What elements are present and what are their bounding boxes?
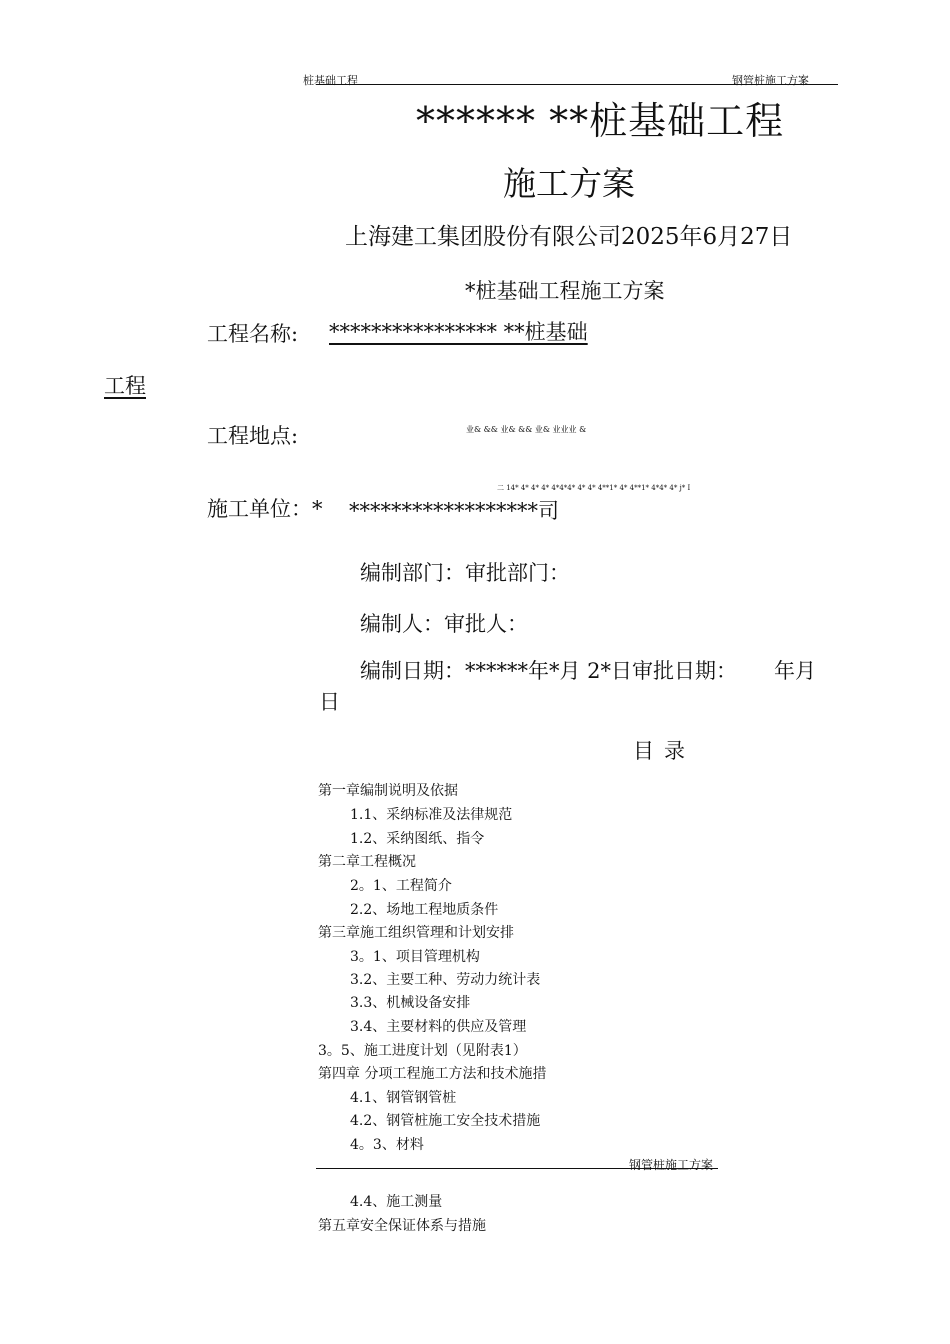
toc-item: 4.2、钢管桩施工安全技术措施 [350, 1113, 541, 1129]
toc-item: 3.4、主要材料的供应及管理 [350, 1019, 527, 1035]
date-line-wrap: 日 [319, 690, 340, 714]
construction-unit-value: ******************司 [349, 499, 559, 523]
toc-item: 3.3、机械设备安排 [350, 995, 471, 1011]
company-and-date: 上海建工集团股份有限公司2025年6月27日 [345, 224, 793, 250]
document-subtitle: *桩基础工程施工方案 [465, 279, 665, 303]
project-name-continuation: 工程 [104, 374, 146, 398]
toc-item: 第二章工程概况 [318, 854, 416, 870]
document-title: ****** **桩基础工程 [416, 99, 785, 143]
header-left-text: 桩基础工程 [303, 74, 358, 87]
header-divider [316, 84, 838, 85]
project-name-label: 工程名称: [207, 322, 299, 346]
toc-item: 3.2、主要工种、劳动力统计表 [350, 972, 541, 988]
department-line: 编制部门：审批部门： [360, 561, 570, 585]
toc-item: 1.1、采纳标准及法律规范 [350, 807, 513, 823]
site-label: 工程地点: [207, 424, 299, 448]
toc-item: 3。1、项目管理机构 [350, 949, 480, 965]
toc-item: 4.4、施工测量 [350, 1194, 443, 1210]
toc-item: 第一章编制说明及依据 [318, 783, 458, 799]
toc-item: 1.2、采纳图纸、指令 [350, 831, 485, 847]
document-title-line2: 施工方案 [503, 164, 635, 203]
site-value-garbled: 业& && 业& && 业& 业业业 & [466, 425, 587, 434]
approval-date-tail: 年月 [774, 659, 816, 683]
toc-item: 4.1、钢管钢管桩 [350, 1090, 457, 1106]
toc-item: 2。1、工程简介 [350, 878, 452, 894]
preparer-line: 编制人：审批人： [360, 612, 528, 636]
footer-text: 钢管桩施工方案 [629, 1158, 714, 1172]
toc-item: 第五章安全保证体系与措施 [318, 1218, 486, 1234]
unit-overline-garbled: 二 14* 4* 4* 4* 4*4*4* 4* 4* 4**1* 4* 4**1* 4*4* 4* j* I [497, 484, 691, 492]
project-name-value: **************** **桩基础 [329, 320, 588, 344]
toc-item: 第三章施工组织管理和计划安排 [318, 925, 514, 941]
header-right-text: 钢管桩施工方案 [732, 74, 809, 87]
date-line: 编制日期：******年*月 2*日审批日期： [360, 659, 738, 683]
toc-item: 2.2、场地工程地质条件 [350, 902, 499, 918]
toc-item: 4。3、材料 [350, 1137, 424, 1153]
toc-title: 目录 [633, 739, 695, 763]
toc-item: 3。5、施工进度计划（见附表1） [318, 1043, 527, 1059]
toc-item: 第四章 分项工程施工方法和技术施措 [318, 1066, 547, 1082]
construction-unit-label: 施工单位：* [207, 497, 323, 521]
